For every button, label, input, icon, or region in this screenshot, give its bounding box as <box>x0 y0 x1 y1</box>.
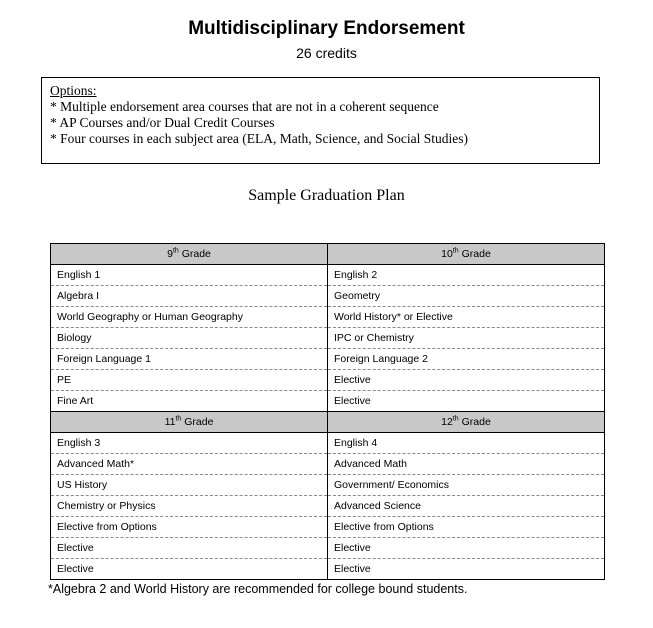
table-row <box>51 454 605 475</box>
grade-label: Grade <box>458 416 491 428</box>
course-cell: Government/ Economics <box>328 475 605 496</box>
course-cell: Geometry <box>328 286 605 307</box>
option-item: * AP Courses and/or Dual Credit Courses <box>50 115 275 130</box>
grade-suffix: th <box>452 247 459 255</box>
credits-subtitle: 26 credits <box>296 45 357 61</box>
table-row <box>51 433 605 454</box>
course-cell: US History <box>51 475 328 496</box>
option-item: * Multiple endorsement area courses that are not in a coherent sequence <box>50 99 439 114</box>
course-cell: IPC or Chemistry <box>328 328 605 349</box>
course-cell: English 3 <box>51 433 328 454</box>
table-row <box>51 328 605 349</box>
table-row <box>51 517 605 538</box>
table-row <box>51 538 605 559</box>
course-cell: Biology <box>51 328 328 349</box>
grade-label: Grade <box>178 248 211 260</box>
course-cell: English 1 <box>51 265 328 286</box>
graduation-plan-table <box>50 243 605 580</box>
course-cell: Elective <box>328 391 605 412</box>
course-cell: Advanced Math* <box>51 454 328 475</box>
course-cell: Elective <box>328 559 605 580</box>
course-cell: Elective <box>328 370 605 391</box>
course-cell: Fine Art <box>51 391 328 412</box>
grade-header <box>51 412 328 433</box>
options-heading: Options: <box>50 83 97 98</box>
course-cell: Algebra I <box>51 286 328 307</box>
table-row <box>51 349 605 370</box>
grade-number: 11 <box>164 416 176 428</box>
grade-label: Grade <box>181 416 214 428</box>
grade-suffix: th <box>452 415 459 423</box>
table-row <box>51 370 605 391</box>
course-cell: World History* or Elective <box>328 307 605 328</box>
grade-header <box>328 244 605 265</box>
grade-header <box>51 244 328 265</box>
course-cell: English 2 <box>328 265 605 286</box>
grade-header <box>328 412 605 433</box>
grade-suffix: th <box>175 415 182 423</box>
grade-label: Grade <box>458 248 491 260</box>
course-cell: Foreign Language 1 <box>51 349 328 370</box>
course-cell: PE <box>51 370 328 391</box>
course-cell: Advanced Science <box>328 496 605 517</box>
document-title: Multidisciplinary Endorsement <box>188 18 465 39</box>
course-cell: Advanced Math <box>328 454 605 475</box>
course-cell: Foreign Language 2 <box>328 349 605 370</box>
table-row <box>51 559 605 580</box>
course-cell: Elective <box>51 559 328 580</box>
table-row <box>51 286 605 307</box>
options-box <box>41 77 600 164</box>
course-cell: Elective from Options <box>328 517 605 538</box>
grade-header-row <box>51 412 605 433</box>
table-row <box>51 391 605 412</box>
table-row <box>51 265 605 286</box>
table-row <box>51 475 605 496</box>
grade-suffix: th <box>172 247 179 255</box>
course-cell: World Geography or Human Geography <box>51 307 328 328</box>
grade-number: 12 <box>441 416 453 428</box>
course-cell: Elective from Options <box>51 517 328 538</box>
table-row <box>51 307 605 328</box>
grade-number: 10 <box>441 248 453 260</box>
course-cell: Elective <box>51 538 328 559</box>
option-item: * Four courses in each subject area (ELA, Math, Science, and Social Studies) <box>50 131 468 146</box>
course-cell: Chemistry or Physics <box>51 496 328 517</box>
course-cell: English 4 <box>328 433 605 454</box>
course-cell: Elective <box>328 538 605 559</box>
grade-header-row <box>51 244 605 265</box>
plan-heading: Sample Graduation Plan <box>248 187 405 204</box>
grade-number: 9 <box>167 248 173 260</box>
table-row <box>51 496 605 517</box>
footnote: *Algebra 2 and World History are recommended for college bound students. <box>48 582 468 596</box>
